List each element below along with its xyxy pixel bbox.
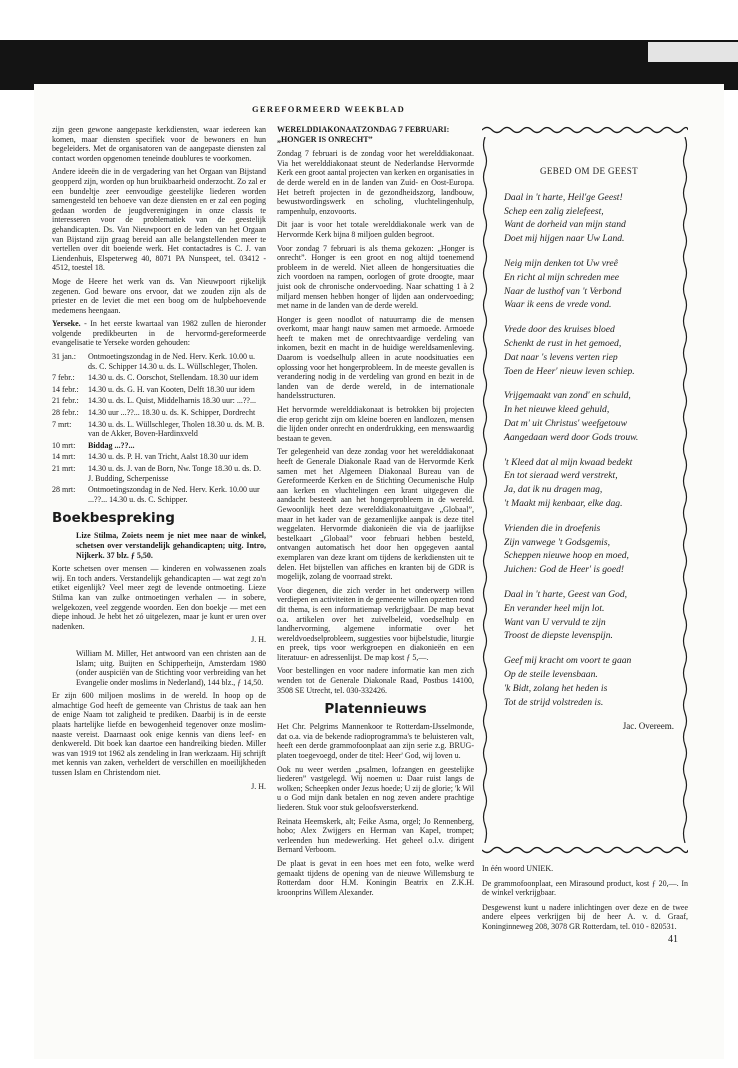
schedule-text: 14.30 u. ds. J. van de Born, Nw. Tonge 18.30 u. ds. D. J. Budding, Scherpenisse xyxy=(88,464,261,483)
poem-line: Geef mij kracht om voort te gaan xyxy=(504,655,632,667)
poem-line: Toen de Heer' nieuw leven schiep. xyxy=(504,365,635,377)
article-subheading: „HONGER IS ONRECHT” xyxy=(277,134,373,144)
schedule-entry xyxy=(52,420,266,439)
schedule-entry xyxy=(52,452,266,462)
paragraph: Ter gelegenheid van deze zondag voor het werelddiakonaat heeft de Generale Diakonale Raad van de Hervormde Kerk samen met het Algemeen Diakonaal Bureau van de Gereformeerde Kerken en de Stichting Oecumenische Hulp aan kerken en vluchtelingen een krant uitgegeven die aandacht besteedt aan het hongerprobleem in de wereld. Gewoonlijk heet deze werelddiakonaatuitgave „Globaal”, maar in het kader van de gezamenlijke aanpak is deze titel weggelaten. Hervormde diakonieën die via de jaarlijkse bestelkaart „Globaal” voor februari hebben besteld, ontvangen automatisch het door hen opgegeven aantal exemplaren van deze krant om tijdens de kerkdiensten uit te delen. Het bijstellen van affiches en kranten bij de GDR is mogelijk, zolang de voorraad strekt. xyxy=(277,447,474,582)
schedule-text: 14.30 u. ds. L. Quist, Middelharnis 18.30 uur: ...??... xyxy=(88,396,256,406)
poem-frame xyxy=(482,125,688,855)
poem-line: Neig mijn denken tot Uw vreê xyxy=(504,257,618,269)
schedule-entry xyxy=(52,373,266,383)
wavy-border-left xyxy=(482,137,488,843)
poem-line: En verander heel mijn lot. xyxy=(504,602,605,614)
schedule-entry xyxy=(52,408,266,418)
schedule-date: 28 febr.: xyxy=(52,408,79,418)
wavy-border-bottom xyxy=(482,845,688,855)
schedule-date: 7 mrt: xyxy=(52,419,72,429)
schedule-text: Biddag ...??... xyxy=(88,440,135,450)
review-signature: J. H. xyxy=(251,635,266,645)
poem-line: En tot sieraad werd verstrekt, xyxy=(504,470,618,482)
paragraph: De plaat is gevat in een hoes met een foto, welke werd gemaakt tijdens de opening van de nieuwe Willemsburg te Rotterdam door H.M. Koningin Beatrix en Z.K.H. kroonprins Willem Alexander. xyxy=(277,858,474,897)
wavy-border-right xyxy=(682,137,688,843)
paragraph: Zondag 7 februari is de zondag voor het werelddiakonaat. Via het werelddiakonaat steunt de Nederlandse Hervormde Kerk een groot aantal projecten van kerken en organisaties in de derde wereld en in de landen van Zuid- en Oost-Europa. Het betreft projecten in de gezondheidszorg, landbouw, bewustwordingswerk en scholing, vluchtelingenhulp, rampenhulp, enzovoorts. xyxy=(277,149,474,216)
poem-line: Doet mij hijgen naar Uw Land. xyxy=(504,233,625,245)
column-middle xyxy=(277,125,474,901)
poem-line: Naar de lusthof van 't Verbond xyxy=(504,285,622,297)
poem-line: 't Maakt mij kenbaar, elke dag. xyxy=(504,497,623,509)
poem-line: Daal in 't harte, Heil'ge Geest! xyxy=(504,191,623,203)
schedule-entry xyxy=(52,352,266,371)
poem-line: Ja, dat ik nu dragen mag, xyxy=(504,484,603,496)
schedule-date: 28 mrt: xyxy=(52,485,76,495)
scan-corner-mark xyxy=(648,42,738,62)
poem-stanza xyxy=(504,323,674,378)
book-reference: Lize Stilma, Zoiets neem je niet mee naar de winkel, schetsen over verstandelijk gehandicapten; uitg. Intro, Nijkerk. 37 blz. ƒ 5,50. xyxy=(76,531,266,560)
yerseke-text: - In het eerste kwartaal van 1982 zullen de hieronder volgende predikbeurten in de hervormd-gereformeerde evangelisatie te Yerseke worden gehouden: xyxy=(52,319,266,348)
schedule-text: 14.30 u. ds. G. H. van Kooten, Delft 18.30 uur idem xyxy=(88,384,255,394)
poem-line: En richt al mijn schreden mee xyxy=(504,271,620,283)
paragraph: Moge de Heere het werk van ds. Van Nieuwpoort rijkelijk zegenen. God beware ons ervoor, dat we zouden zijn als de priester en de leviet die met een boog om de hulpbehoevende medemens heengaan. xyxy=(52,276,266,315)
yerseke-paragraph xyxy=(52,319,266,348)
schedule-date: 31 jan.: xyxy=(52,352,76,362)
book-reference: William M. Miller, Het antwoord van een christen aan de Islam; uitg. Buijten en Schipperheijn, Amsterdam 1980 (onder auspiciën van de Stichting voor verbreiding van het Evangelie onder moslims in Nederland), 144 blz., ƒ 14,50. xyxy=(76,648,266,687)
poem-title: GEBED OM DE GEEST xyxy=(539,166,639,176)
poem xyxy=(504,159,674,734)
schedule-date: 21 febr.: xyxy=(52,396,79,406)
section-heading-boekbespreking: Boekbespreking xyxy=(52,510,175,527)
paragraph: Honger is geen noodlot of natuurramp die de mensen overkomt, maar hangt nauw samen met armoede. Armoede heeft te maken met de onrechtvaardige verdeling van inkomen, bezit en macht in de huidige wereldsamenleving. Daarom is voedselhulp alleen in acute noodsituaties een oplossing voor het hongerprobleem. In de meeste gevallen is verandering nodig in de verdeling van grond en bezit in de landen van de derde wereld, in de internationale handelsstructuren. xyxy=(277,314,474,401)
schedule-entry xyxy=(52,485,266,504)
poem-line: Aangedaan werd door Gods trouw. xyxy=(504,431,639,443)
poem-line: In het nieuwe kleed gehuld, xyxy=(504,404,610,416)
poem-line: Want de dorheid van mijn stand xyxy=(504,219,626,231)
poem-stanza xyxy=(504,191,674,246)
article-heading: WERELDDIAKONAATZONDAG 7 FEBRUARI: xyxy=(277,125,450,134)
paragraph: Voor bestellingen en voor nadere informatie kan men zich wenden tot de Generale Diakonale Raad, Postbus 14100, 3508 SE Utrecht, tel. 030-332426. xyxy=(277,666,474,695)
paragraph: Andere ideeën die in de vergadering van het Orgaan van Bijstand geopperd zijn, worden op hun bruikbaarheid onderzocht. Zo zal er een bundeltje zeer eenvoudige geestelijke liederen worden samengesteld ten behoeve van deze diensten en er zal een poging gedaan worden de jeugdverenigingen in onze classis te interesseren voor de problematiek van de geestelijk gehandicapten. Ds. Van Nieuwpoort en de leden van het Orgaan van Bijstand zijn graag bereid aan alle belangstellenden meer te vertellen over dit boeiende werk. Het contactadres is C. J. van Liendenhuis, Elspeterweg 40, 8071 PA Nunspeet, tel. 03412 - 4512, toestel 18. xyxy=(52,167,266,273)
schedule-text: 14.30 uur ...??... 18.30 u. ds. K. Schipper, Dordrecht xyxy=(88,408,256,418)
paragraph: Het hervormde werelddiakonaat is betrokken bij projecten die erop gericht zijn om kleine boeren en landlozen, mensen die lijden onder onrecht en onderdrukking, een menswaardig bestaan te geven. xyxy=(277,405,474,443)
book-review: Korte schetsen over mensen — kinderen en volwassenen zoals wij. En toch anders. Verstandelijk gehandicapten — wat zegt zo'n etiket eigenlijk? Veel meer zegt de levende ontmoeting. Lieze Stilma kan van zulke ontmoetingen verhalen — in sobere, welgekozen, veel zeggende woorden. Een don boekje — met een diepe inhoud. Je hebt het zó uitgelezen, maar je kunt er uren over nadenken. xyxy=(52,564,266,631)
schedule-date: 21 mrt: xyxy=(52,464,76,473)
paragraph: zijn geen gewone aangepaste kerkdiensten, waar iedereen kan komen, maar diensten specifiek voor de bewoners en hun begeleiders. Met de organisatoren van de aangepaste diensten zal contact worden opgenomen teneinde doublures te voorkomen. xyxy=(52,125,266,163)
paragraph: Desgewenst kunt u nadere inlichtingen over deze en de twee andere elpees verkrijgen bij de heer A. v. d. Graaf, Koninginneweg 208, 3078 GR Rotterdam, tel. 010 - 820531. xyxy=(482,902,688,931)
preaching-schedule xyxy=(52,352,266,504)
column-right-continued xyxy=(482,864,688,937)
poem-line: Daal in 't harte, Geest van God, xyxy=(504,588,628,600)
poem-author: Jac. Overeem. xyxy=(622,721,674,732)
poem-line: Dat m' uit Christus' weefgetouw xyxy=(504,417,627,429)
poem-line: 't Kleed dat al mijn kwaad bedekt xyxy=(504,456,633,468)
review-signature: J. H. xyxy=(251,781,266,791)
paragraph: Reinata Heemskerk, alt; Feike Asma, orgel; Jo Rennenberg, hobo; Alex Zwijgers en Herman van Kapel, trompet; verleenden hun medewerking. Het geheel o.l.v. dirigent Bernard Verboom. xyxy=(277,816,474,855)
poem-line: Zijn vanwege 't Godsgemis, xyxy=(504,536,610,548)
poem-stanza xyxy=(504,588,674,643)
paragraph: Dit jaar is voor het totale werelddiakonale werk van de Hervormde Kerk bijna 8 miljoen gulden begroot. xyxy=(277,220,474,239)
paragraph: Voor diegenen, die zich verder in het onderwerp willen verdiepen en activiteiten in de gemeente willen opzetten rond dit thema, is een informatiemap verkrijgbaar. De map bevat o.a. artikelen over het zuivelbeleid, voedselhulp en landhervorming, algemene informatie over het wereldvoedselprobleem, suggesties voor bijbelstudie, liturgie en preek, tips voor werkgroepen en diakonieën en een literatuur- en adressenlijst. De map kost ƒ 5,—. xyxy=(277,585,474,662)
page-number: 41 xyxy=(668,934,678,945)
poem-line: Op de steile levensbaan. xyxy=(504,668,598,680)
poem-line: Schep een zalig zielefeest, xyxy=(504,205,604,217)
poem-line: Vrienden die in droefenis xyxy=(504,522,601,534)
poem-line: Vrede door des kruises bloed xyxy=(504,324,615,336)
poem-stanza xyxy=(504,456,674,511)
paragraph: Voor zondag 7 februari is als thema gekozen: „Honger is onrecht”. Honger is een groot en nog altijd toenemend probleem in de wereld. Niet alleen de hongersituaties die zich voordoen na rampen, oorlogen of grote droogte, maar juist ook de chronische ondervoeding. Naar schatting 1 à 2 miljard mensen hebben honger of lijden aan ondervoeding; met name in de landen van de derde wereld. xyxy=(277,243,474,311)
poem-line: Dat naar 's levens verten riep xyxy=(504,351,618,363)
schedule-text: 14.30 u. ds. P. H. van Tricht, Aalst 18.30 uur idem xyxy=(88,452,249,462)
paragraph: Het Chr. Pelgrims Mannenkoor te Rotterdam-IJsselmonde, dat o.a. via de bekende radioprogramma's te beluisteren valt, heeft een derde grammofoonplaat aan zijn serie z.g. BRUG-platen toegevoegd, onder de titel: Heer' God, wij loven u. xyxy=(277,722,474,761)
schedule-date: 14 mrt: xyxy=(52,452,76,462)
column-left xyxy=(52,125,266,795)
book-review: Er zijn 600 miljoen moslims in de wereld. In hoop op de almachtige God heeft de gemeente van Christus de taak aan hen de enige Naam tot zaligheid te prediken. Daarbij is in de eerste plaats hartelijke liefde en bewogenheid tegenover onze moslim-naaste vereist. Daarnaast ook enige kennis van diens leef- en denkwereld. Dit boek kan daartoe een handreiking bieden. Miller was van 1919 tot 1962 als zendeling in Iran werkzaam. Hij schrijft met kennis van zaken, verheldert de verschillen en moeilijkheden tussen Islam en Christendom niet. xyxy=(52,691,266,778)
schedule-date: 7 febr.: xyxy=(52,373,75,383)
paragraph: In één woord UNIEK. xyxy=(482,864,554,873)
running-head: GEREFORMEERD WEEKBLAD xyxy=(252,104,406,114)
schedule-entry xyxy=(52,441,266,451)
poem-line: Want van U vervuld te zijn xyxy=(504,616,606,628)
poem-line: Vrijgemaakt van zond' en schuld, xyxy=(504,390,631,402)
schedule-text: Ontmoetingszondag in de Ned. Herv. Kerk. 10.00 u. ds. C. Schipper 14.30 u. ds. L. Wüllschleger, Tholen. xyxy=(88,352,258,371)
schedule-text: 14.30 u. ds. L. Wüllschleger, Tholen 18.30 u. ds. M. B. van de Akker, Boven-Hardinxveld xyxy=(88,419,265,439)
poem-line: Troost de diepste levenspijn. xyxy=(504,630,613,642)
paragraph: Ook nu weer werden „psalmen, lofzangen en geestelijke liederen” vastgelegd. Wij noemen u: Daar ruist langs de wolken; Scheepken onder Jezus hoede; U zij de glorie; 'k Wil u o God mijn dank betalen en nog zeven andere prachtige liederen. Stuk voor stuk geloofsversterkend. xyxy=(277,764,474,812)
schedule-text: 14.30 u. ds. C. Oorschot, Stellendam. 18.30 uur idem xyxy=(88,373,259,383)
poem-stanza xyxy=(504,389,674,444)
schedule-entry xyxy=(52,464,266,483)
poem-line: 'k Bidt, zolang het heden is xyxy=(504,682,608,694)
poem-line: Scheppen nieuwe hoop en moed, xyxy=(504,550,629,562)
poem-stanza xyxy=(504,654,674,709)
poem-line: Waar ik eens de vrede vond. xyxy=(504,299,612,311)
schedule-date: 14 febr.: xyxy=(52,384,79,394)
section-heading-platennieuws: Platennieuws xyxy=(324,701,427,718)
yerseke-lead: Yerseke. xyxy=(52,319,81,329)
poem-line: Tot de strijd volstreden is. xyxy=(504,696,604,708)
poem-stanza xyxy=(504,522,674,577)
poem-line: Schenkt de rust in het gemoed, xyxy=(504,337,622,349)
schedule-text: Ontmoetingszondag in de Ned. Herv. Kerk. 10.00 uur ...??... 14.30 u. ds. C. Schipper. xyxy=(88,485,260,504)
schedule-entry xyxy=(52,396,266,406)
schedule-entry xyxy=(52,385,266,395)
paragraph: De grammofoonplaat, een Mirasound product, kost ƒ 20,—. In de winkel verkrijgbaar. xyxy=(482,878,688,898)
poem-line: Juichen: God de Heer' is goed! xyxy=(504,564,625,576)
poem-stanza xyxy=(504,257,674,312)
wavy-border-top xyxy=(482,125,688,135)
schedule-date: 10 mrt: xyxy=(52,440,76,450)
scan-top-border xyxy=(0,40,738,90)
